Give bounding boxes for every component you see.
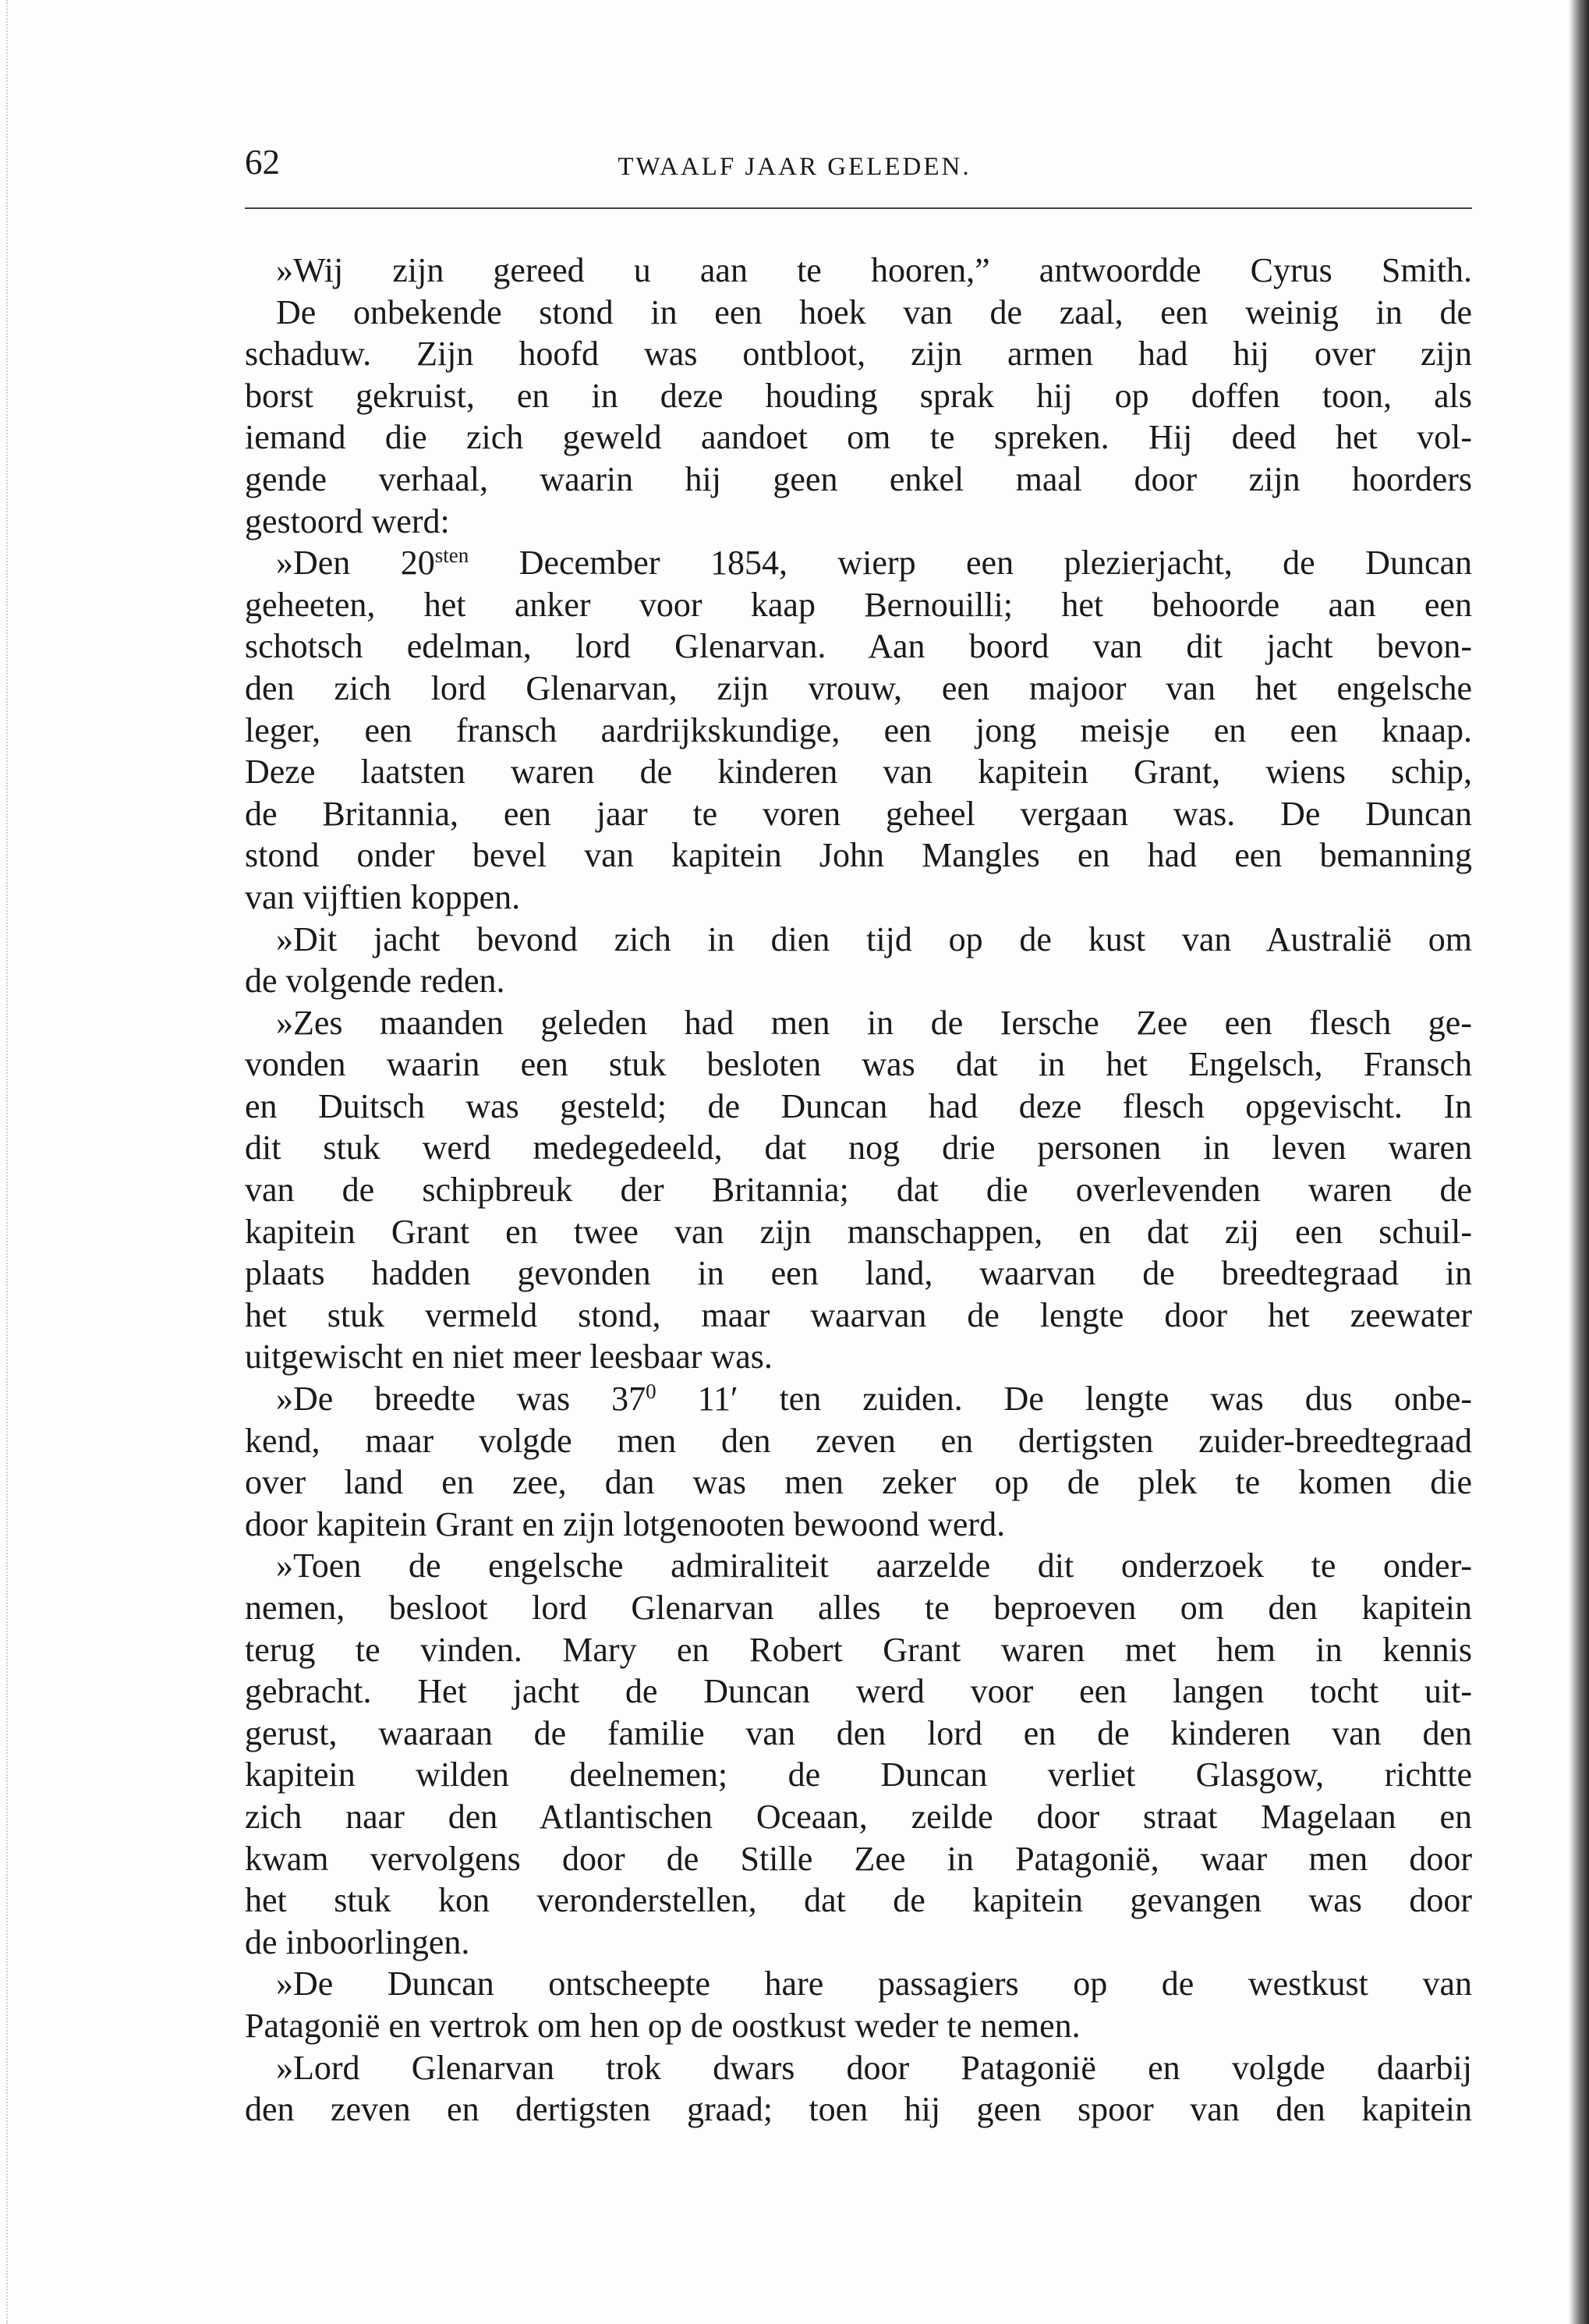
line-prefix: »De breedte was <box>276 1380 612 1419</box>
text-line: over land en zee, dan was men zeker op de plek te komen die <box>245 1463 1472 1502</box>
latitude-degrees: 37 <box>611 1380 646 1419</box>
text-line: stond onder bevel van kapitein John Mangles en had een bemanning <box>245 836 1472 875</box>
text-line: borst gekruist, en in deze houding sprak hij op doffen toon, als <box>245 376 1472 415</box>
page-edge-shadow <box>1569 0 1589 2324</box>
text-line: den zeven en dertigsten graad; toen hij geen spoor van den kapitein <box>245 2090 1472 2129</box>
text-line: plaats hadden gevonden in een land, waarvan de breedtegraad in <box>245 1254 1472 1293</box>
text-line: »Dit jacht bevond zich in dien tijd op de kust van Australië om <box>276 919 1472 958</box>
text-line: gebracht. Het jacht de Duncan werd voor een langen tocht uit- <box>245 1672 1472 1711</box>
text-line: uitgewischt en niet meer leesbaar was. <box>245 1337 773 1376</box>
text-line: kend, maar volgde men den zeven en dertigsten zuider-breedtegraad <box>245 1421 1472 1460</box>
text-line: kapitein Grant en twee van zijn manschappen, en dat zij een schuil- <box>245 1212 1472 1251</box>
running-title: TWAALF JAAR GELEDEN. <box>618 153 971 181</box>
text-line: van vijftien koppen. <box>245 877 521 916</box>
text-line: schotsch edelman, lord Glenarvan. Aan boord van dit jacht bevon- <box>245 627 1472 666</box>
ordinal-number: 20 <box>400 544 435 583</box>
line-prefix: »Den <box>276 544 401 583</box>
header-rule <box>245 207 1472 209</box>
text-line: Deze laatsten waren de kinderen van kapitein Grant, wiens schip, <box>245 753 1472 792</box>
text-line: de volgende reden. <box>245 962 505 1001</box>
text-line: iemand die zich geweld aandoet om te spreken. Hij deed het vol- <box>245 418 1472 457</box>
text-line: De onbekende stond in een hoek van de zaal, een weinig in de <box>276 292 1472 331</box>
text-line: Patagonië en vertrok om hen op de oostkust weder te nemen. <box>245 2006 1081 2045</box>
page-number: 62 <box>245 143 280 182</box>
text-line: den zich lord Glenarvan, zijn vrouw, een majoor van het engelsche <box>245 668 1472 707</box>
text-line: vonden waarin een stuk besloten was dat in het Engelsch, Fransch <box>245 1045 1472 1084</box>
text-line: »Zes maanden geleden had men in de Iersche Zee een flesch ge- <box>276 1003 1472 1042</box>
text-line: en Duitsch was gesteld; de Duncan had deze flesch opgevischt. In <box>245 1086 1472 1125</box>
text-line: de inboorlingen. <box>245 1922 470 1961</box>
text-line: schaduw. Zijn hoofd was ontbloot, zijn armen had hij over zijn <box>245 335 1472 374</box>
degree-mark: 0 <box>646 1380 656 1404</box>
text-line: het stuk vermeld stond, maar waarvan de lengte door het zeewater <box>245 1295 1472 1334</box>
text-line: »Toen de engelsche admiraliteit aarzelde dit onderzoek te onder- <box>276 1546 1472 1585</box>
ordinal-suffix: sten <box>434 544 469 568</box>
text-line <box>245 542 1472 584</box>
text-line: kapitein wilden deelnemen; de Duncan verliet Glasgow, richtte <box>245 1755 1472 1794</box>
text-line: terug te vinden. Mary en Robert Grant waren met hem in kennis <box>245 1630 1472 1669</box>
text-line: kwam vervolgens door de Stille Zee in Patagonië, waar men door <box>245 1839 1472 1878</box>
text-line: »De Duncan ontscheepte hare passagiers op de westkust van <box>276 1964 1472 2003</box>
text-line: nemen, besloot lord Glenarvan alles te beproeven om den kapitein <box>245 1589 1472 1627</box>
text-line: gerust, waaraan de familie van den lord en de kinderen van den <box>245 1713 1472 1752</box>
text-line <box>245 1378 1472 1420</box>
line-rest: December 1854, wierp een plezierjacht, de Duncan <box>518 544 1472 583</box>
text-line: dit stuk werd medegedeeld, dat nog drie personen in leven waren <box>245 1128 1472 1167</box>
latitude-minutes: 11′ <box>656 1380 780 1419</box>
text-line: »Wij zijn gereed u aan te hooren,” antwoordde Cyrus Smith. <box>276 251 1472 289</box>
text-line: »Lord Glenarvan trok dwars door Patagonië en volgde daarbij <box>276 2048 1472 2087</box>
text-line: de Britannia, een jaar te voren geheel vergaan was. De Duncan <box>245 794 1472 833</box>
text-line: zich naar den Atlantischen Oceaan, zeilde door straat Magelaan en <box>245 1797 1472 1836</box>
body-text <box>245 250 1472 2131</box>
text-line: het stuk kon veronderstellen, dat de kapitein gevangen was door <box>245 1881 1472 1920</box>
text-line: gestoord werd: <box>245 501 450 540</box>
line-rest: ten zuiden. De lengte was dus onbe- <box>779 1380 1472 1419</box>
text-line: leger, een fransch aardrijkskundige, een jong meisje en een knaap. <box>245 710 1472 749</box>
text-line: door kapitein Grant en zijn lotgenooten bewoond werd. <box>245 1504 1006 1543</box>
scan-margin-marks <box>6 0 12 2324</box>
text-line: van de schipbreuk der Britannia; dat die overlevenden waren de <box>245 1171 1472 1210</box>
text-line: gende verhaal, waarin hij geen enkel maal door zijn hoorders <box>245 459 1472 498</box>
text-line: geheeten, het anker voor kaap Bernouilli; het behoorde aan een <box>245 585 1472 624</box>
